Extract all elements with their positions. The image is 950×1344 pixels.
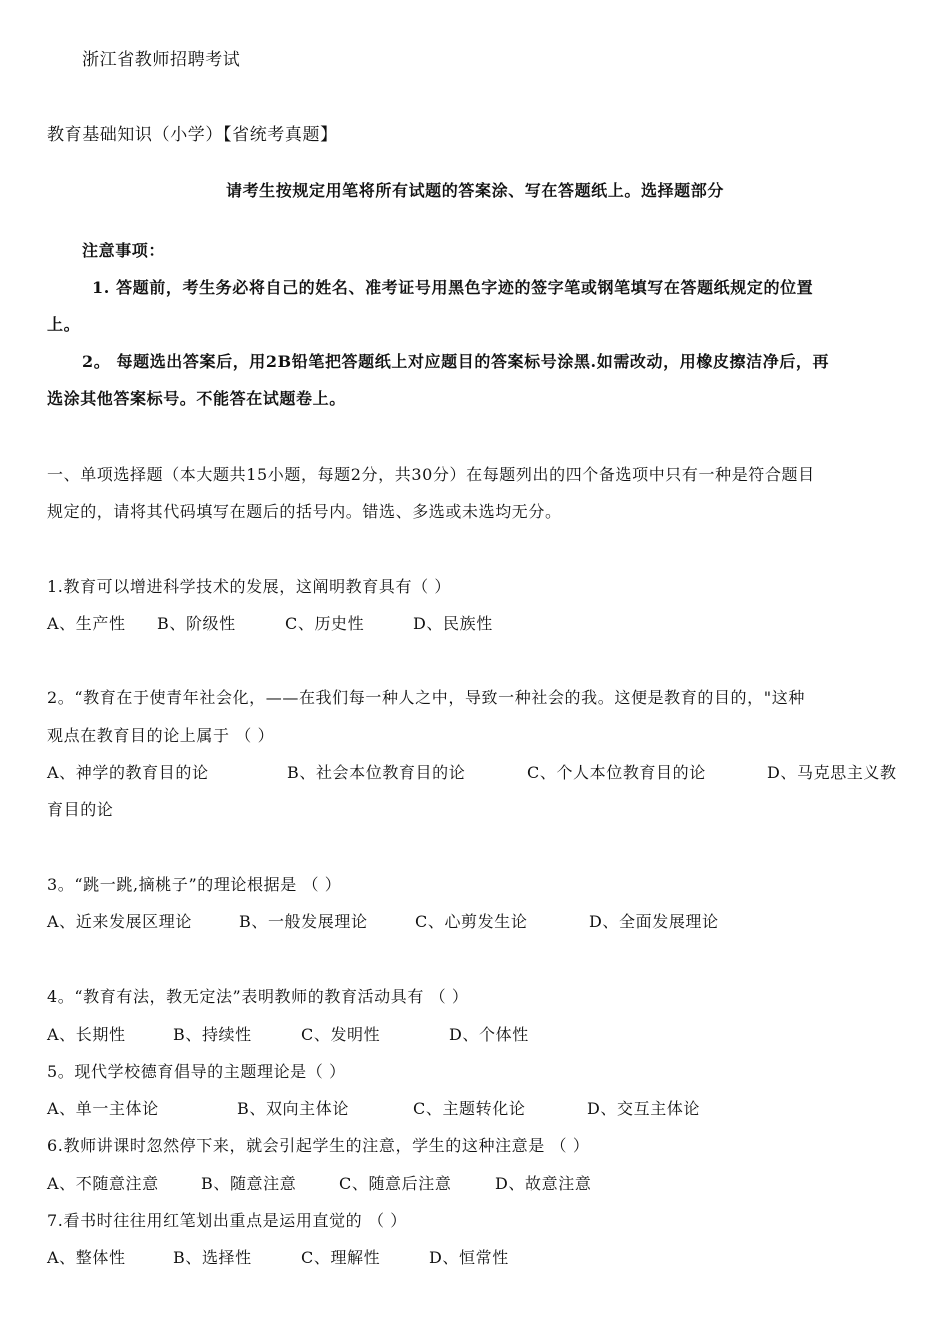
question-4-options [47, 1025, 529, 1045]
option-b: B、社会本位教育目的论 [287, 763, 466, 782]
notice-heading: 注意事项： [82, 241, 166, 260]
note-2-line-2: 选涂其他答案标号。不能答在试题卷上。 [47, 389, 346, 408]
question-2-stem-line-1: 2。“教育在于使青年社会化，——在我们每一种人之中，导致一种社会的我。这便是教育的目的，"这种 [47, 688, 805, 707]
question-6-stem: 6.教师讲课时忽然停下来，就会引起学生的注意，学生的这种注意是 （ ） [47, 1136, 590, 1155]
instructions-lead: 请考生按规定用笔将所有试题的答案涂、写在答题纸上。选择题部分 [225, 181, 724, 200]
section-intro-line-2: 规定的，请将其代码填写在题后的括号内。错选、多选或未选均无分。 [47, 502, 562, 521]
question-7-stem: 7.看书时往往用红笔划出重点是运用直觉的 （ ） [47, 1211, 407, 1230]
section-intro-line-1: 一、单项选择题（本大题共15小题，每题2分，共30分）在每题列出的四个备选项中只有一种是符合题目 [47, 465, 815, 484]
note-1-line-2: 上。 [47, 315, 81, 334]
question-2-options [47, 763, 897, 783]
option-c: C、理解性 [301, 1248, 381, 1267]
option-a: A、整体性 [47, 1248, 126, 1267]
option-d: D、故意注意 [495, 1174, 592, 1193]
option-d: D、马克思主义教 [767, 763, 897, 782]
question-4-stem: 4。“教育有法，教无定法”表明教师的教育活动具有 （ ） [47, 987, 469, 1006]
option-a: A、近来发展区理论 [47, 912, 192, 931]
question-2-option-d-continued: 育目的论 [47, 800, 114, 819]
question-3-options [47, 912, 719, 932]
note-2-line-1: 2。 每题选出答案后，用2B铅笔把答题纸上对应题目的答案标号涂黑.如需改动，用橡皮擦洁净后，再 [82, 352, 830, 371]
question-2-stem-line-2: 观点在教育目的论上属于 （ ） [47, 726, 275, 745]
option-d: D、民族性 [413, 614, 493, 633]
option-b: B、随意注意 [201, 1174, 297, 1193]
option-c: C、发明性 [301, 1025, 381, 1044]
option-b: B、阶级性 [157, 614, 236, 633]
option-c: C、心剪发生论 [415, 912, 528, 931]
option-c: C、个人本位教育目的论 [527, 763, 706, 782]
option-a: A、不随意注意 [47, 1174, 159, 1193]
exam-title: 浙江省教师招聘考试 [82, 50, 241, 70]
option-b: B、双向主体论 [237, 1099, 349, 1118]
question-5-options [47, 1099, 700, 1119]
option-a: A、单一主体论 [47, 1099, 159, 1118]
option-a: A、神学的教育目的论 [47, 763, 209, 782]
option-d: D、交互主体论 [587, 1099, 701, 1118]
option-d: D、恒常性 [429, 1248, 509, 1267]
option-c: C、随意后注意 [339, 1174, 452, 1193]
question-1-options [47, 614, 493, 634]
question-3-stem: 3。“跳一跳,摘桃子”的理论根据是 （ ） [47, 875, 342, 894]
option-d: D、全面发展理论 [589, 912, 719, 931]
option-b: B、选择性 [173, 1248, 252, 1267]
option-c: C、主题转化论 [413, 1099, 526, 1118]
option-b: B、持续性 [173, 1025, 252, 1044]
option-a: A、生产性 [47, 614, 126, 633]
option-b: B、一般发展理论 [239, 912, 368, 931]
note-1-line-1: 1. 答题前，考生务必将自己的姓名、准考证号用黑色字迹的签字笔或钢笔填写在答题纸规定的位置 [92, 278, 814, 297]
question-5-stem: 5。现代学校德育倡导的主题理论是（ ） [47, 1062, 346, 1081]
option-d: D、个体性 [449, 1025, 529, 1044]
question-7-options [47, 1248, 509, 1268]
option-c: C、历史性 [285, 614, 365, 633]
option-a: A、长期性 [47, 1025, 126, 1044]
question-1-stem: 1.教育可以增进科学技术的发展，这阐明教育具有（ ） [47, 577, 451, 596]
question-6-options [47, 1174, 591, 1194]
subject-title: 教育基础知识（小学）【省统考真题】 [47, 125, 338, 145]
